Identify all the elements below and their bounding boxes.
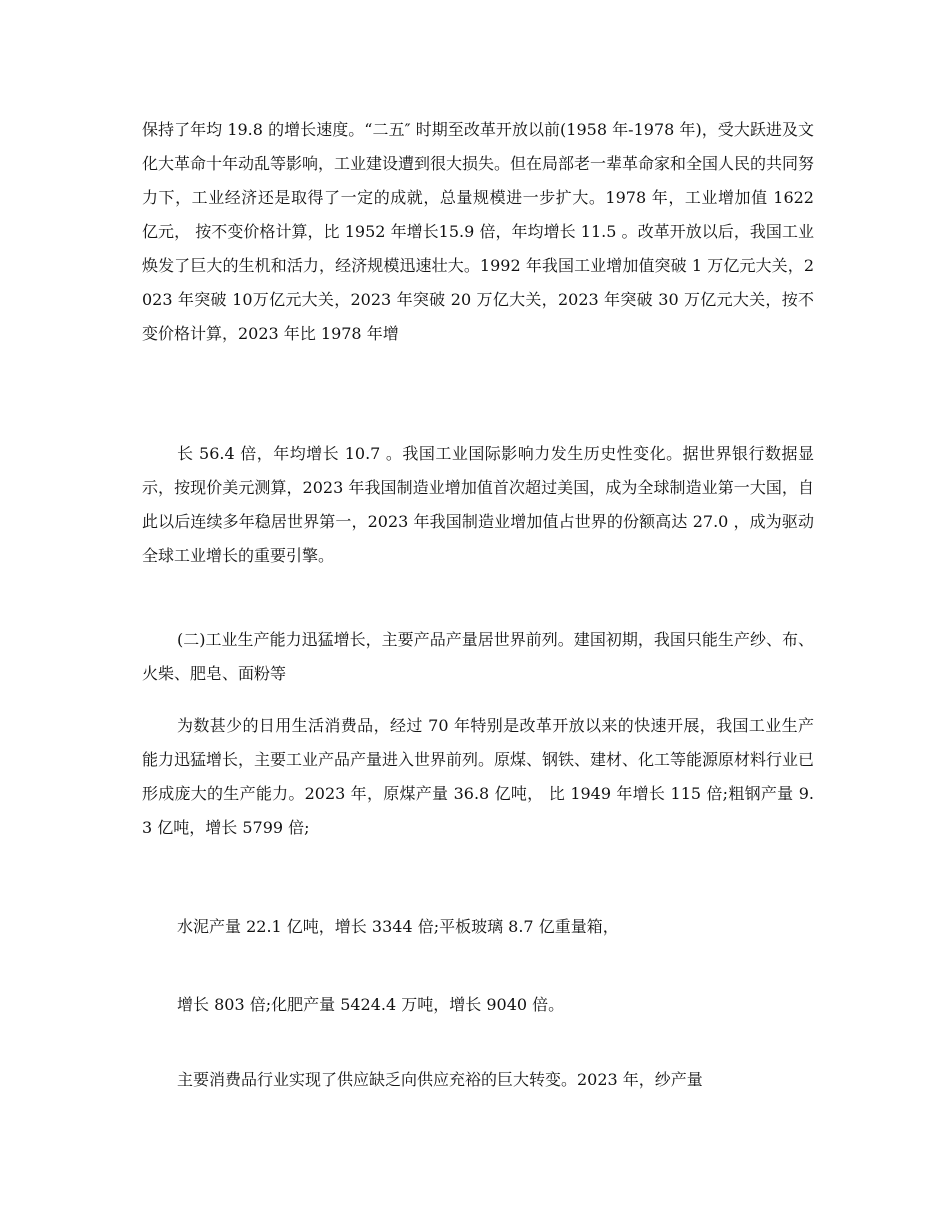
paragraph-production-capacity: 为数甚少的日用生活消费品，经过 70 年特别是改革开放以来的快速开展，我国工业生产能力迅猛增长，主要工业产品产量进入世界前列。原煤、钢铁、建材、化工等能源原材料行业已形成庞大的生产能力。2023 年，原煤产量 36.8 亿吨， 比 1949 年增长 115 倍;粗钢产量 9.3 亿吨，增长 5799 倍; (142, 716, 815, 837)
paragraph-cement-glass-output: 水泥产量 22.1 亿吨，增长 3344 倍;平板玻璃 8.7 亿重量箱， (177, 917, 619, 936)
paragraph-fertilizer-output: 增长 803 倍;化肥产量 5424.4 万吨，增长 9040 倍。 (177, 995, 565, 1014)
paragraph-industrial-growth-history: 保持了年均 19.8 的增长速度。“二五″ 时期至改革开放以前(1958 年-1978 年)，受大跃进及文化大革命十年动乱等影响，工业建设遭到很大损失。但在局部老一辈革命家和全国人民的共同努力下，工业经济还是取得了一定的成就，总量规模进一步扩大。1978 年，工业增加值 1622 亿元， 按不变价格计算，比 1952 年增长15.9 倍，年均增长 11.5 。改革开放以后，我国工业焕发了巨大的生机和活力，经济规模迅速壮大。1992 年我国工业增加值突破 1 万亿元大关，2023 年突破 10万亿元大关，2023 年突破 20 万亿大关，2023 年突破 30 万亿元大关，按不变价格计算，2023 年比 1978 年增 (142, 120, 815, 343)
paragraph-section-two-heading: (二)工业生产能力迅猛增长，主要产品产量居世界前列。建国初期，我国只能生产纱、布、火柴、肥皂、面粉等 (142, 630, 814, 683)
paragraph-consumer-goods: 主要消费品行业实现了供应缺乏向供应充裕的巨大转变。2023 年，纱产量 (177, 1070, 703, 1089)
paragraph-international-influence: 长 56.4 倍，年均增长 10.7 。我国工业国际影响力发生历史性变化。据世界银行数据显示，按现价美元测算，2023 年我国制造业增加值首次超过美国，成为全球制造业第一大国，自此以后连续多年稳居世界第一，2023 年我国制造业增加值占世界的份额高达 27.0 ，成为驱动全球工业增长的重要引擎。 (142, 444, 814, 565)
